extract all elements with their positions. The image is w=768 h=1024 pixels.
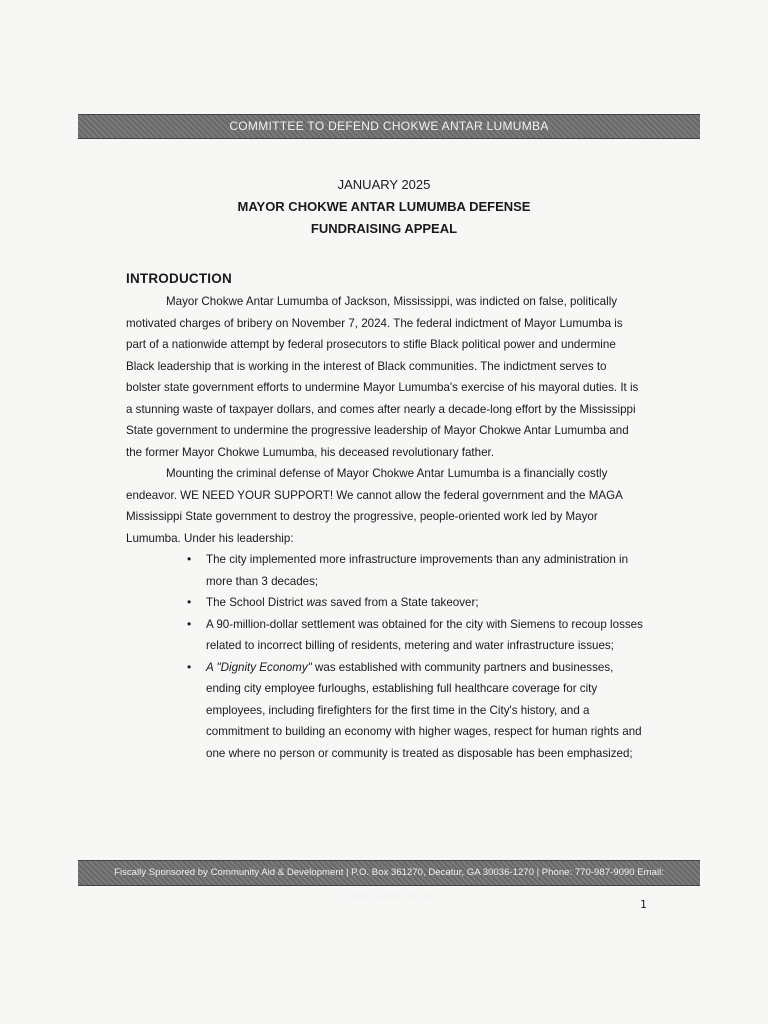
footer-banner [78,860,700,902]
list-item [206,592,644,614]
list-item [206,657,644,765]
document-title-line-2: FUNDRAISING APPEAL [310,221,458,236]
list-item [206,614,644,657]
list-item-text: was established with community partners and businesses, ending city employee furloughs, establishing full healthcare coverage for city employees, including firefighters for the first time in the City's history, and a commitment to building an economy with higher wages, respect for human rights and one where no person or community is treated as disposable has been emphasized; [206,660,642,760]
achievements-list [126,549,644,764]
section-heading: INTRODUCTION [126,271,232,286]
list-item-text: The city implemented more infrastructure improvements than any administration in more than 3 decades; [206,553,629,588]
header-banner [78,114,700,139]
list-item-text: The School District [206,596,307,609]
footer-sponsor-text: Fiscally Sponsored by Community Aid & Development | P.O. Box 361270, Decatur, GA 30036-1270 | Phone: 770-987-9090 Email: info@cadnet.net.org [114,867,664,902]
paragraph-support: Mounting the criminal defense of Mayor Chokwe Antar Lumumba is a financially costly endeavor. WE NEED YOUR SUPPORT! We cannot allow the federal government and the MAGA Mississippi State government to destroy the progressive, people-oriented work led by Mayor Lumumba. Under his leadership: [126,467,623,545]
document-title-line-1: MAYOR CHOKWE ANTAR LUMUMBA DEFENSE [237,199,531,214]
banner-title: COMMITTEE TO DEFEND CHOKWE ANTAR LUMUMBA [229,119,549,133]
list-item-emphasis: was [306,596,328,609]
list-item-text: A 90-million-dollar settlement was obtained for the city with Siemens to recoup losses related to incorrect billing of residents, metering and water infrastructure issues; [206,617,643,652]
document-body [126,291,644,764]
list-item-text: saved from a State takeover; [327,596,479,609]
document-heading [0,174,768,240]
page-number: 1 [640,898,647,911]
document-date: JANUARY 2025 [337,177,431,192]
list-item [206,549,644,592]
paragraph-intro: Mayor Chokwe Antar Lumumba of Jackson, Mississippi, was indicted on false, politically motivated charges of bribery on November 7, 2024. The federal indictment of Mayor Lumumba is part of a nationwide attempt by federal prosecutors to stifle Black political power and undermine Black leadership that is working in the interest of Black communities. The indictment serves to bolster state government efforts to undermine Mayor Lumumba's exercise of his mayoral duties. It is a stunning waste of taxpayer dollars, and comes after nearly a decade-long effort by the Mississippi State government to undermine the progressive leadership of Mayor Chokwe Antar Lumumba and the former Mayor Chokwe Lumumba, his deceased revolutionary father. [126,295,639,459]
list-item-emphasis: A "Dignity Economy" [206,660,312,674]
